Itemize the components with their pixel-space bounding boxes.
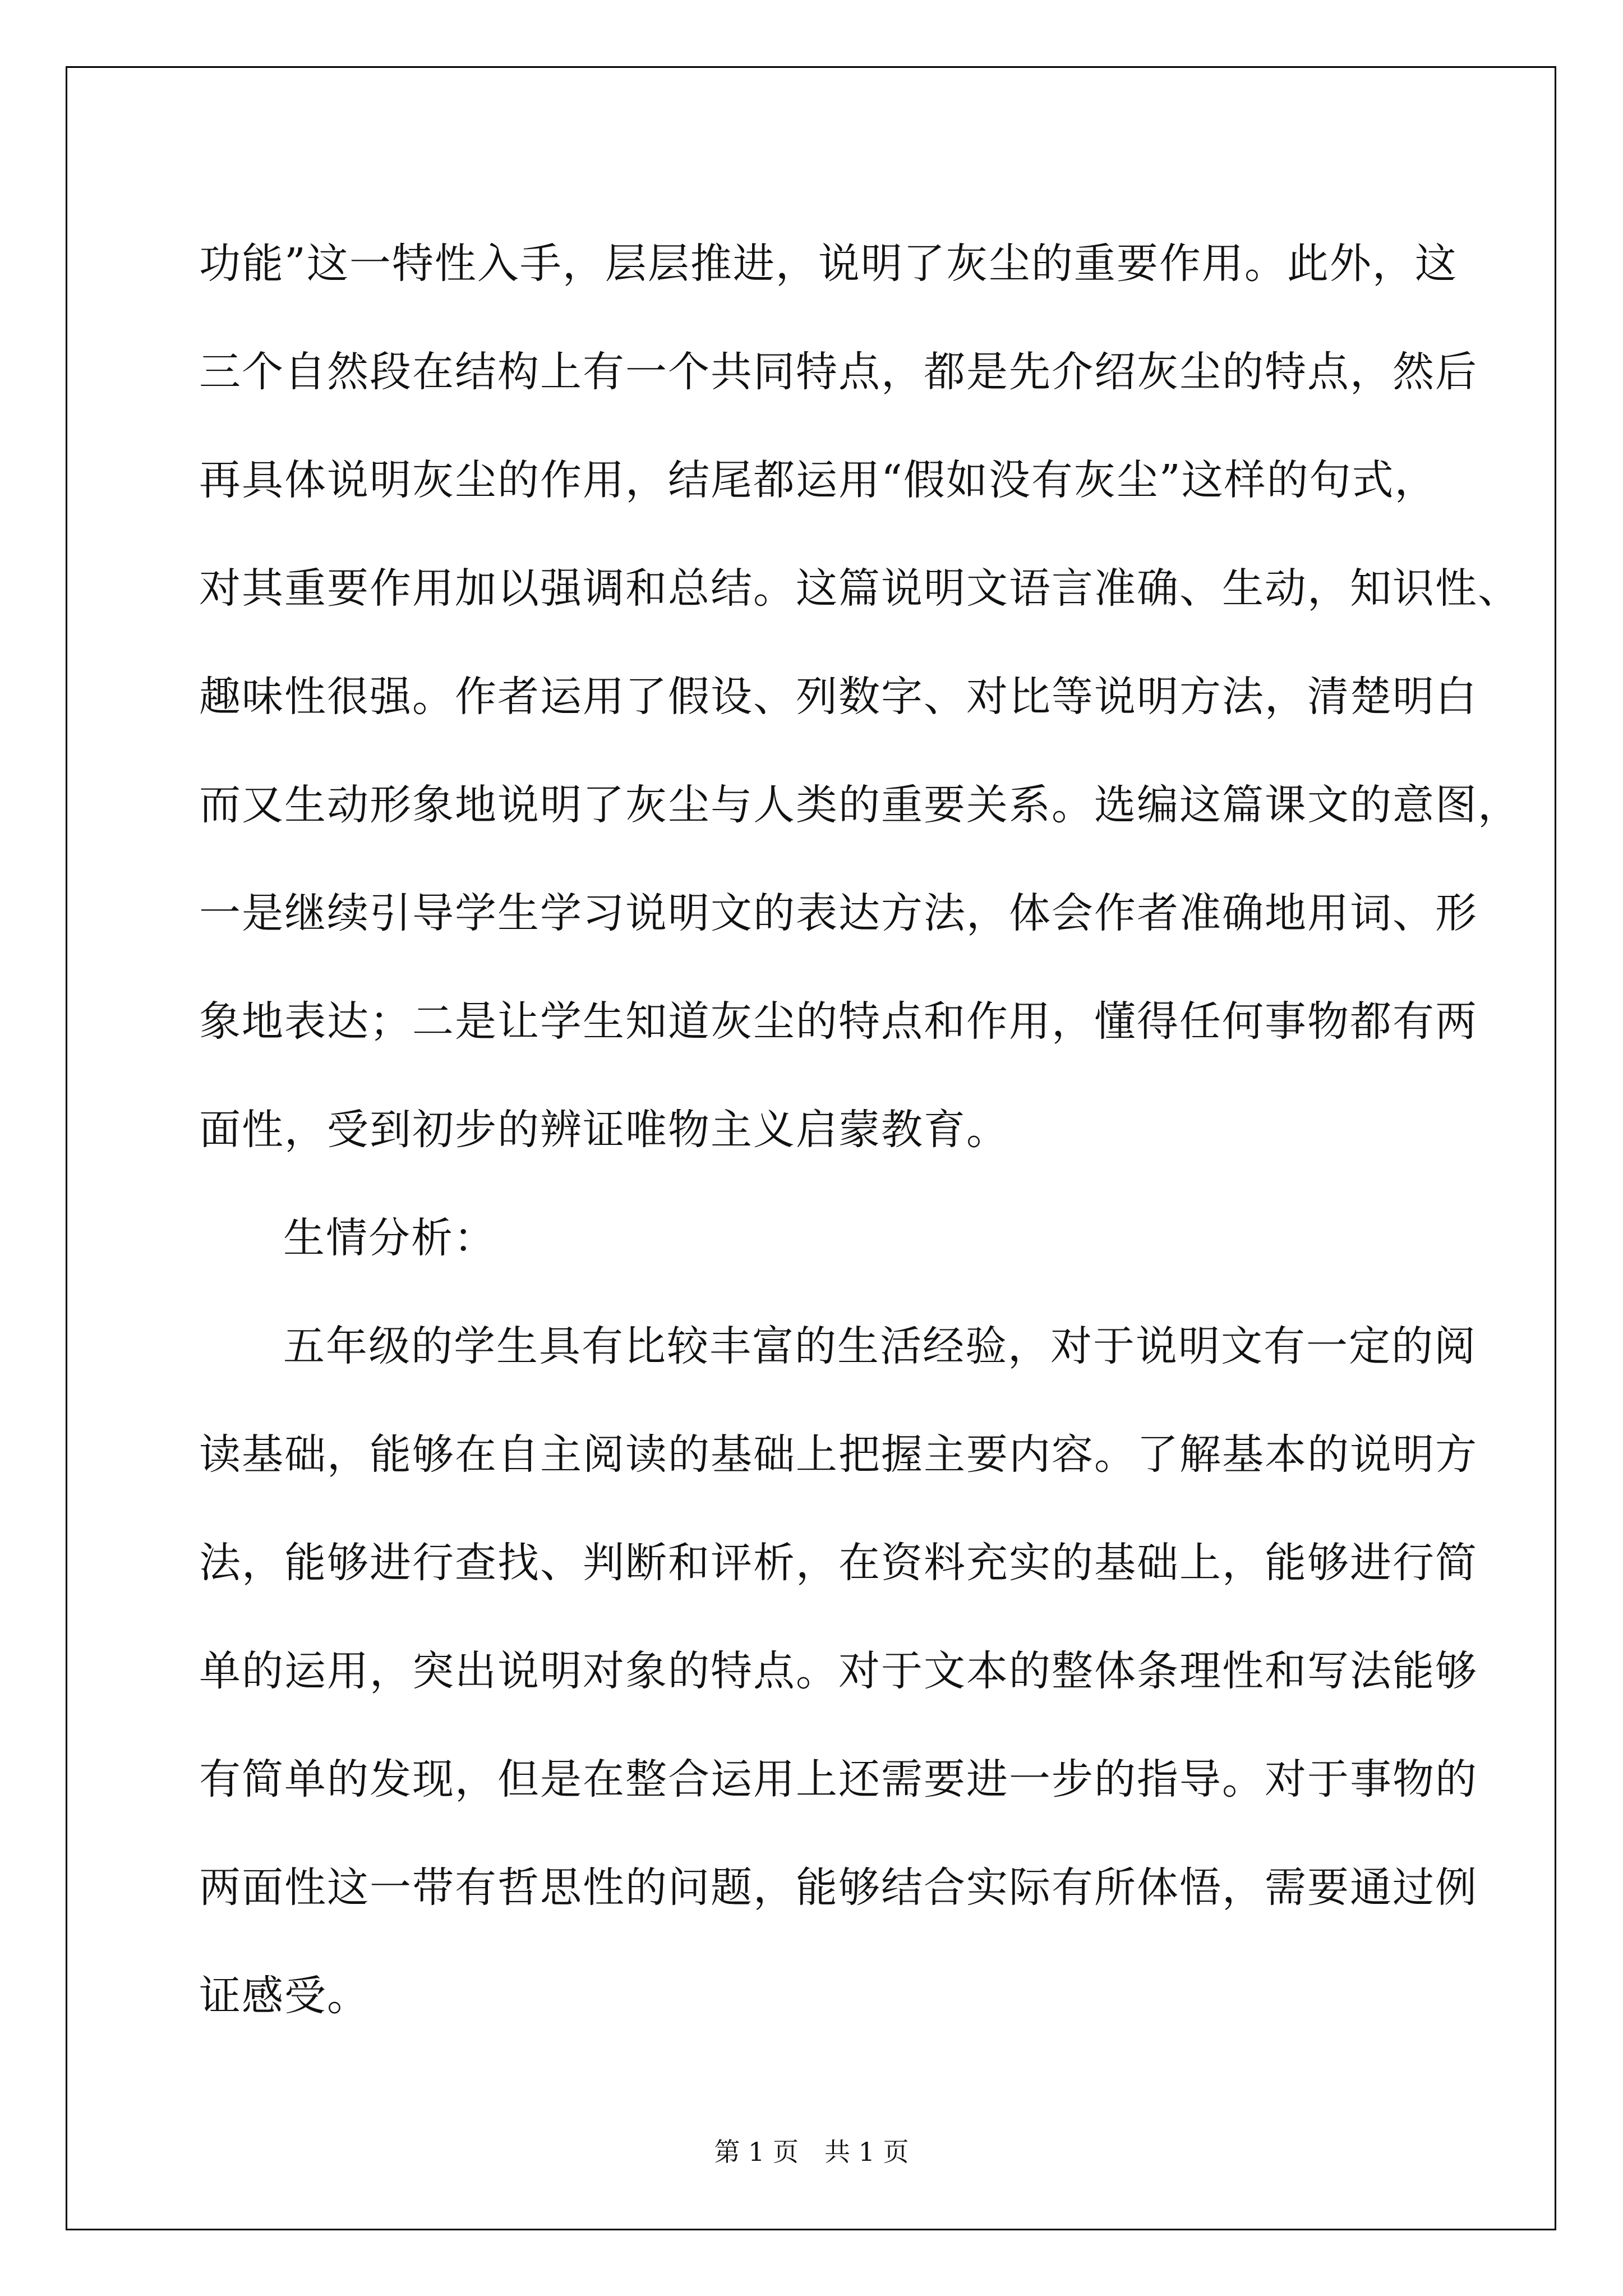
text-line: 而又生动形象地说明了灰尘与人类的重要关系。选编这篇课文的意图， — [199, 781, 1520, 829]
page-number-footer: 第 1 页 共 1 页 — [714, 2137, 909, 2167]
text-line: 三个自然段在结构上有一个共同特点，都是先介绍灰尘的特点，然后 — [199, 348, 1478, 396]
text-line: 读基础，能够在自主阅读的基础上把握主要内容。了解基本的说明方 — [199, 1430, 1478, 1479]
text-line: 两面性这一带有哲思性的问题，能够结合实际有所体悟，需要通过例 — [199, 1864, 1478, 1912]
text-line: 单的运用，突出说明对象的特点。对于文本的整体条理性和写法能够 — [199, 1647, 1478, 1695]
section-heading: 生情分析： — [283, 1214, 496, 1262]
document-body — [199, 210, 1520, 2050]
text-line: 面性，受到初步的辨证唯物主义启蒙教育。 — [199, 1106, 1009, 1154]
text-line: 五年级的学生具有比较丰富的生活经验，对于说明文有一定的阅 — [283, 1322, 1477, 1370]
text-line: 有简单的发现，但是在整合运用上还需要进一步的指导。对于事物的 — [199, 1755, 1478, 1803]
text-line: 再具体说明灰尘的作用，结尾都运用“假如没有灰尘”这样的句式， — [199, 456, 1437, 504]
text-line: 一是继续引导学生学习说明文的表达方法，体会作者准确地用词、形 — [199, 889, 1478, 937]
text-line: 对其重要作用加以强调和总结。这篇说明文语言准确、生动，知识性、 — [199, 564, 1520, 613]
text-line: 趣味性很强。作者运用了假设、列数字、对比等说明方法，清楚明白 — [199, 673, 1478, 721]
text-line: 象地表达；二是让学生知道灰尘的特点和作用，懂得任何事物都有两 — [199, 997, 1478, 1046]
text-line: 证感受。 — [199, 1972, 370, 2020]
text-line: 功能”这一特性入手，层层推进，说明了灰尘的重要作用。此外，这 — [199, 240, 1458, 288]
text-line: 法，能够进行查找、判断和评析，在资料充实的基础上，能够进行简 — [199, 1539, 1478, 1587]
